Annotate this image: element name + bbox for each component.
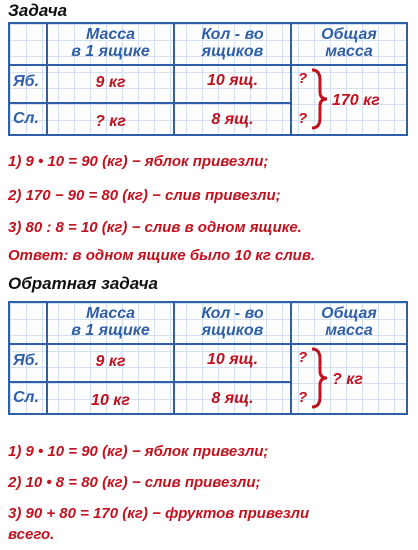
row-label-apples: Яб.: [13, 73, 40, 90]
combined-total: ? кг: [332, 371, 363, 388]
apples-count: 10 ящ.: [206, 72, 259, 89]
inverse-task-table: [8, 301, 408, 415]
inverse-solution-step-2: 2) 10 • 8 = 80 (кг) − слив привезли;: [8, 474, 261, 491]
header-mass-per-box: Масса в 1 ящике: [71, 305, 150, 339]
inverse-solution-step-3-cont: всего.: [8, 526, 55, 543]
apples-mass: 9 кг: [95, 353, 126, 370]
header-total-mass: Общая масса: [321, 305, 377, 339]
task-solution-step-1: 1) 9 • 10 = 90 (кг) − яблок привезли;: [8, 153, 269, 170]
apples-total-question: ?: [298, 349, 308, 366]
task-title: Задача: [8, 1, 68, 20]
row-label-plums: Сл.: [13, 389, 39, 406]
right-brace-icon: [310, 347, 328, 409]
header-box-count: Кол - во ящиков: [201, 305, 264, 339]
header-box-count: Кол - во ящиков: [201, 26, 264, 60]
inverse-solution-step-1: 1) 9 • 10 = 90 (кг) − яблок привезли;: [8, 443, 269, 460]
task-table: [8, 22, 408, 136]
apples-mass: 9 кг: [95, 74, 126, 91]
task-solution-step-2: 2) 170 − 90 = 80 (кг) − слив привезли;: [8, 187, 281, 204]
plums-count: 8 ящ.: [211, 111, 254, 128]
plums-mass: 10 кг: [91, 392, 130, 409]
row-label-plums: Сл.: [13, 110, 39, 127]
apples-count: 10 ящ.: [206, 351, 259, 368]
plums-total-question: ?: [298, 389, 308, 406]
header-mass-per-box: Масса в 1 ящике: [71, 26, 150, 60]
right-brace-icon: [310, 68, 328, 130]
row-label-apples: Яб.: [13, 352, 40, 369]
task-solution-step-3: 3) 80 : 8 = 10 (кг) − слив в одном ящике.: [8, 219, 302, 236]
plums-mass: ? кг: [95, 113, 126, 130]
apples-total-question: ?: [298, 70, 308, 87]
header-total-mass: Общая масса: [321, 26, 377, 60]
inverse-task-title: Обратная задача: [8, 274, 158, 293]
task-answer: Ответ: в одном ящике было 10 кг слив.: [8, 247, 316, 264]
combined-total: 170 кг: [332, 92, 380, 109]
plums-total-question: ?: [298, 110, 308, 127]
plums-count: 8 ящ.: [211, 390, 254, 407]
inverse-solution-step-3: 3) 90 + 80 = 170 (кг) − фруктов привезли: [8, 505, 310, 522]
